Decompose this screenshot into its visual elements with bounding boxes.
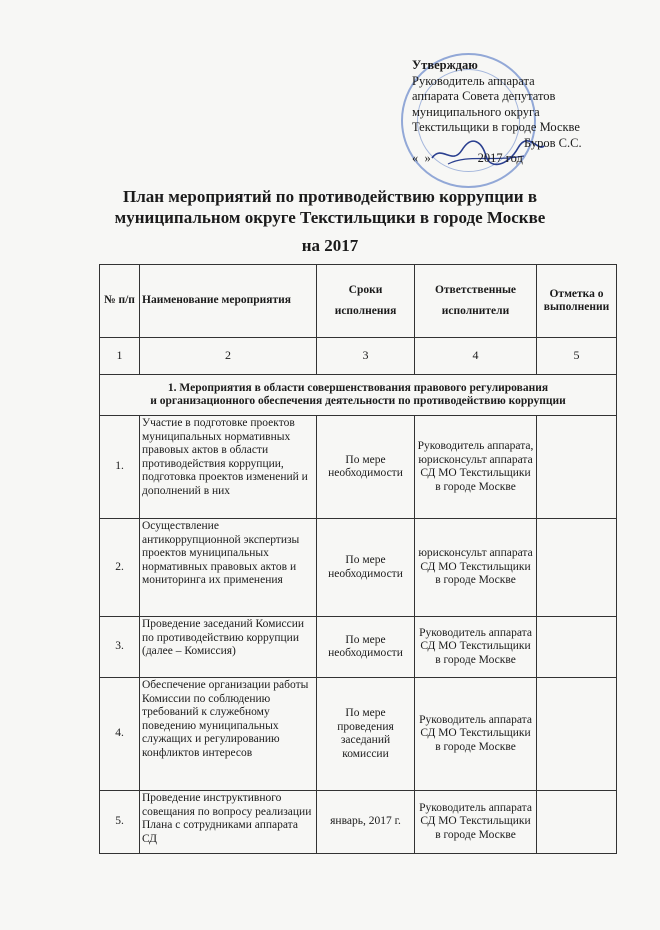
section-heading bbox=[100, 375, 617, 416]
table-row bbox=[100, 678, 617, 791]
title-line-1: План мероприятий по противодействию коррупции в bbox=[122, 187, 538, 206]
row-mark bbox=[537, 678, 617, 791]
table-row bbox=[100, 416, 617, 519]
row-responsible: Руководитель аппарата, юрисконсульт аппарата СД МО Текстильщики в городе Москве bbox=[415, 416, 537, 519]
row-term: По мере необходимости bbox=[317, 519, 415, 617]
row-name: Обеспечение организации работы Комиссии по соблюдению требований к служебному поведению муниципальных служащих и регулированию конфликтов интересов bbox=[140, 678, 317, 791]
approval-block bbox=[412, 58, 652, 167]
header-term bbox=[317, 265, 415, 338]
approval-line: Текстильщики в городе Москве bbox=[412, 120, 580, 134]
row-num: 2. bbox=[100, 519, 140, 617]
row-term: По мере необходимости bbox=[317, 416, 415, 519]
header-term-line2: исполнения bbox=[334, 305, 397, 317]
row-responsible: Руководитель аппарата СД МО Текстильщики в городе Москве bbox=[415, 678, 537, 791]
document-title bbox=[60, 186, 600, 228]
header-resp-line2: исполнители bbox=[441, 305, 510, 317]
title-line-2: муниципальном округе Текстильщики в городе Москве bbox=[114, 208, 546, 227]
header-mark-line2: выполнении bbox=[543, 301, 610, 313]
approval-line: аппарата Совета депутатов bbox=[412, 89, 556, 103]
approval-signatory: Буров С.С. bbox=[524, 135, 582, 150]
header-name: Наименование мероприятия bbox=[140, 265, 317, 338]
row-name: Осуществление антикоррупционной экспертизы проектов муниципальных нормативных правовых актов и мониторинга их применения bbox=[140, 519, 317, 617]
table-row bbox=[100, 791, 617, 854]
column-number: 1 bbox=[100, 338, 140, 375]
row-term: По мере необходимости bbox=[317, 617, 415, 678]
row-mark bbox=[537, 617, 617, 678]
row-num: 5. bbox=[100, 791, 140, 854]
document-year: на 2017 bbox=[301, 236, 359, 255]
approval-line: муниципального округа bbox=[412, 104, 540, 119]
column-number: 4 bbox=[415, 338, 537, 375]
row-name: Проведение инструктивного совещания по вопросу реализации Плана с сотрудниками аппарата СД bbox=[140, 791, 317, 854]
row-mark bbox=[537, 519, 617, 617]
approval-heading: Утверждаю bbox=[412, 58, 478, 72]
row-responsible: юрисконсульт аппарата СД МО Текстильщики в городе Москве bbox=[415, 519, 537, 617]
column-number: 5 bbox=[537, 338, 617, 375]
row-num: 3. bbox=[100, 617, 140, 678]
row-num: 1. bbox=[100, 416, 140, 519]
row-responsible: Руководитель аппарата СД МО Текстильщики в городе Москве bbox=[415, 791, 537, 854]
approval-line: Руководитель аппарата bbox=[412, 73, 535, 88]
row-term: По мере проведения заседаний комиссии bbox=[317, 678, 415, 791]
header-mark-line1: Отметка о bbox=[549, 287, 604, 300]
table-header-row bbox=[100, 265, 617, 338]
row-term: январь, 2017 г. bbox=[317, 791, 415, 854]
column-numbers-row bbox=[100, 338, 617, 375]
header-mark bbox=[537, 265, 617, 338]
row-responsible: Руководитель аппарата СД МО Текстильщики в городе Москве bbox=[415, 617, 537, 678]
header-resp-line1: Ответственные bbox=[434, 283, 517, 296]
section-heading-line1: 1. Мероприятия в области совершенствования правового регулирования bbox=[167, 381, 549, 394]
measures-table bbox=[99, 264, 617, 854]
row-name: Участие в подготовке проектов муниципальных нормативных правовых актов в области противодействия коррупции, подготовка проектов изменений и дополнений в них bbox=[140, 416, 317, 519]
table-row bbox=[100, 519, 617, 617]
section-row bbox=[100, 375, 617, 416]
table-row bbox=[100, 617, 617, 678]
header-num: № п/п bbox=[100, 265, 140, 338]
row-num: 4. bbox=[100, 678, 140, 791]
row-mark bbox=[537, 416, 617, 519]
header-term-line1: Сроки bbox=[348, 283, 383, 296]
row-name: Проведение заседаний Комиссии по противодействию коррупции (далее – Комиссия) bbox=[140, 617, 317, 678]
header-responsible bbox=[415, 265, 537, 338]
section-heading-line2: и организационного обеспечения деятельности по противодействию коррупции bbox=[150, 395, 566, 407]
approval-date bbox=[412, 151, 652, 167]
row-mark bbox=[537, 791, 617, 854]
column-number: 3 bbox=[317, 338, 415, 375]
column-number: 2 bbox=[140, 338, 317, 375]
approval-date-text: « » 2017 год bbox=[412, 151, 523, 165]
